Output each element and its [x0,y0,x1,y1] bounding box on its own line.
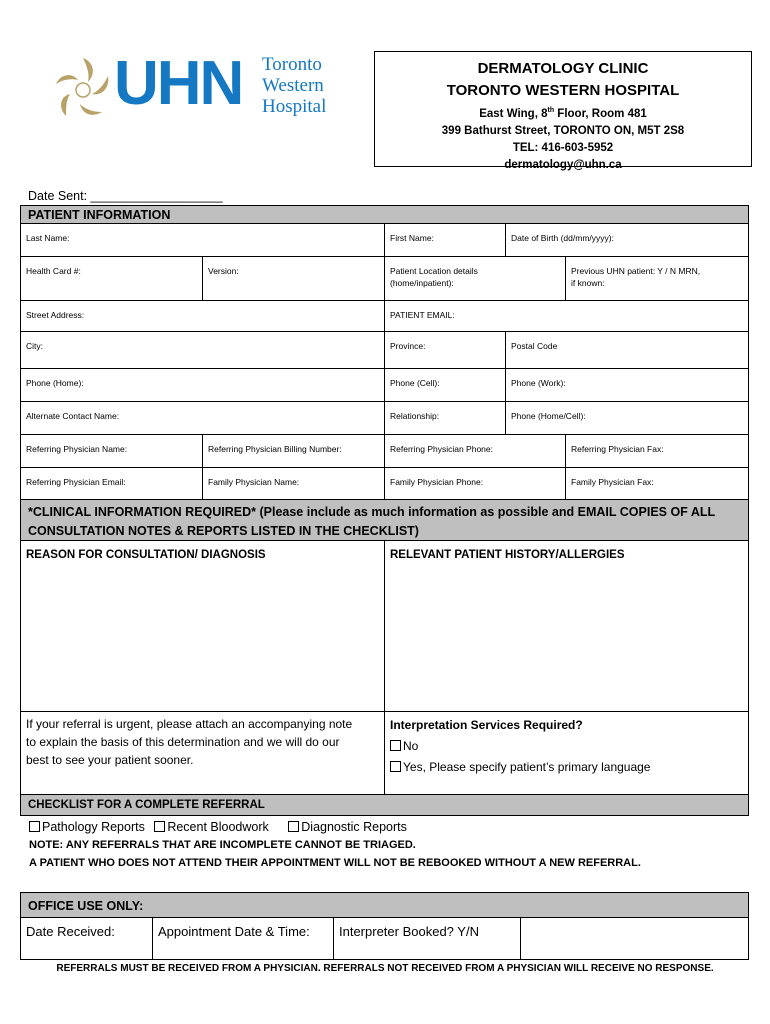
reason-label: REASON FOR CONSULTATION/ DIAGNOSIS [26,549,266,561]
family-physician-fax-field[interactable]: Family Physician Fax: [565,467,749,500]
interpretation-services-section [384,711,749,795]
phone-cell-field[interactable]: Phone (Cell): [384,368,506,402]
hospital-emblem-icon [52,54,114,124]
checkbox-icon[interactable] [390,740,401,751]
uhn-wordmark: UHN [114,49,243,118]
date-sent-field[interactable]: Date Sent: ___________________ [28,189,223,203]
clinical-title-line-2: CONSULTATION NOTES & REPORTS LISTED IN THE CHECKLIST) [28,524,419,538]
hospital-title: TORONTO WESTERN HOSPITAL [446,82,680,99]
checkbox-icon[interactable] [288,821,299,832]
clinic-telephone: TEL: 416-603-5952 [512,141,614,154]
uhn-logo [52,49,352,128]
date-received-field[interactable]: Date Received: [20,917,153,960]
health-card-field[interactable]: Health Card #: [20,256,203,301]
clinical-information-header [20,499,749,541]
family-physician-phone-field[interactable]: Family Physician Phone: [384,467,566,500]
phone-home-field[interactable]: Phone (Home): [20,368,385,402]
checklist-items [29,820,407,834]
wordmark-line-2: Western [262,75,324,96]
patient-location-field[interactable]: Patient Location details (home/inpatient): [384,256,566,301]
phone-home-cell-field[interactable]: Phone (Home/Cell): [505,401,749,435]
no-show-policy-note: A PATIENT WHO DOES NOT ATTEND THEIR APPOINTMENT WILL NOT BE REBOOKED WITHOUT A NEW REFERRAL. [29,857,641,869]
patient-information-header: PATIENT INFORMATION [20,205,749,224]
family-physician-name-field[interactable]: Family Physician Name: [202,467,385,500]
street-address-field[interactable]: Street Address: [20,300,385,332]
pathology-reports-checkbox[interactable]: Pathology Reports [29,820,145,834]
version-field[interactable]: Version: [202,256,385,301]
checkbox-icon[interactable] [29,821,40,832]
city-field[interactable]: City: [20,331,385,369]
office-use-blank-field[interactable] [520,917,749,960]
clinic-header-box [374,51,752,171]
last-name-field[interactable]: Last Name: [20,223,385,257]
checklist-header: CHECKLIST FOR A COMPLETE REFERRAL [20,794,749,816]
referring-physician-email-field[interactable]: Referring Physician Email: [20,467,203,500]
date-of-birth-field[interactable]: Date of Birth (dd/mm/yyyy): [505,223,749,257]
office-use-header: OFFICE USE ONLY: [20,892,749,918]
interpretation-title: Interpretation Services Required? [390,718,583,732]
reason-for-consultation-field[interactable] [20,540,385,712]
clinical-title-line-1: *CLINICAL INFORMATION REQUIRED* (Please include as much information as possible and EMAIL COPIES OF ALL [28,505,716,519]
toronto-western-wordmark [262,54,326,117]
clinic-address-line-2: 399 Bathurst Street, TORONTO ON, M5T 2S8 [441,124,685,137]
clinic-title: DERMATOLOGY CLINIC [477,60,649,77]
referring-physician-billing-field[interactable]: Referring Physician Billing Number: [202,434,385,468]
incomplete-referral-note: NOTE: ANY REFERRALS THAT ARE INCOMPLETE CANNOT BE TRIAGED. [29,839,416,851]
referring-physician-phone-field[interactable]: Referring Physician Phone: [384,434,566,468]
diagnostic-reports-checkbox[interactable]: Diagnostic Reports [288,820,407,834]
postal-code-field[interactable]: Postal Code [505,331,749,369]
wordmark-line-1: Toronto [262,54,322,75]
clinic-address-line-1: East Wing, 8th Floor, Room 481 [479,107,647,120]
physician-referral-footer: REFERRALS MUST BE RECEIVED FROM A PHYSICIAN. REFERRALS NOT RECEIVED FROM A PHYSICIAN WILL RECEIVE NO RESPONSE. [56,963,714,974]
recent-bloodwork-checkbox[interactable]: Recent Bloodwork [154,820,268,834]
alternate-contact-field[interactable]: Alternate Contact Name: [20,401,385,435]
checkbox-icon[interactable] [390,761,401,772]
wordmark-line-3: Hospital [262,96,327,117]
patient-email-field[interactable]: PATIENT EMAIL: [384,300,749,332]
checkbox-icon[interactable] [154,821,165,832]
interpretation-no-checkbox[interactable]: No [390,736,743,757]
urgent-referral-note: If your referral is urgent, please attach an accompanying note to explain the basis of this determination and we will do our best to see your patient sooner. [20,711,385,795]
relationship-field[interactable]: Relationship: [384,401,506,435]
appointment-date-time-field[interactable]: Appointment Date & Time: [152,917,334,960]
history-label: RELEVANT PATIENT HISTORY/ALLERGIES [390,549,625,561]
province-field[interactable]: Province: [384,331,506,369]
interpreter-booked-field[interactable]: Interpreter Booked? Y/N [333,917,521,960]
referring-physician-fax-field[interactable]: Referring Physician Fax: [565,434,749,468]
previous-uhn-patient-field[interactable]: Previous UHN patient: Y / N MRN, if known: [565,256,749,301]
first-name-field[interactable]: First Name: [384,223,506,257]
patient-history-field[interactable] [384,540,749,712]
referring-physician-name-field[interactable]: Referring Physician Name: [20,434,203,468]
interpretation-yes-checkbox[interactable]: Yes, Please specify patient’s primary language [390,757,743,778]
clinic-email: dermatology@uhn.ca [504,158,622,171]
phone-work-field[interactable]: Phone (Work): [505,368,749,402]
